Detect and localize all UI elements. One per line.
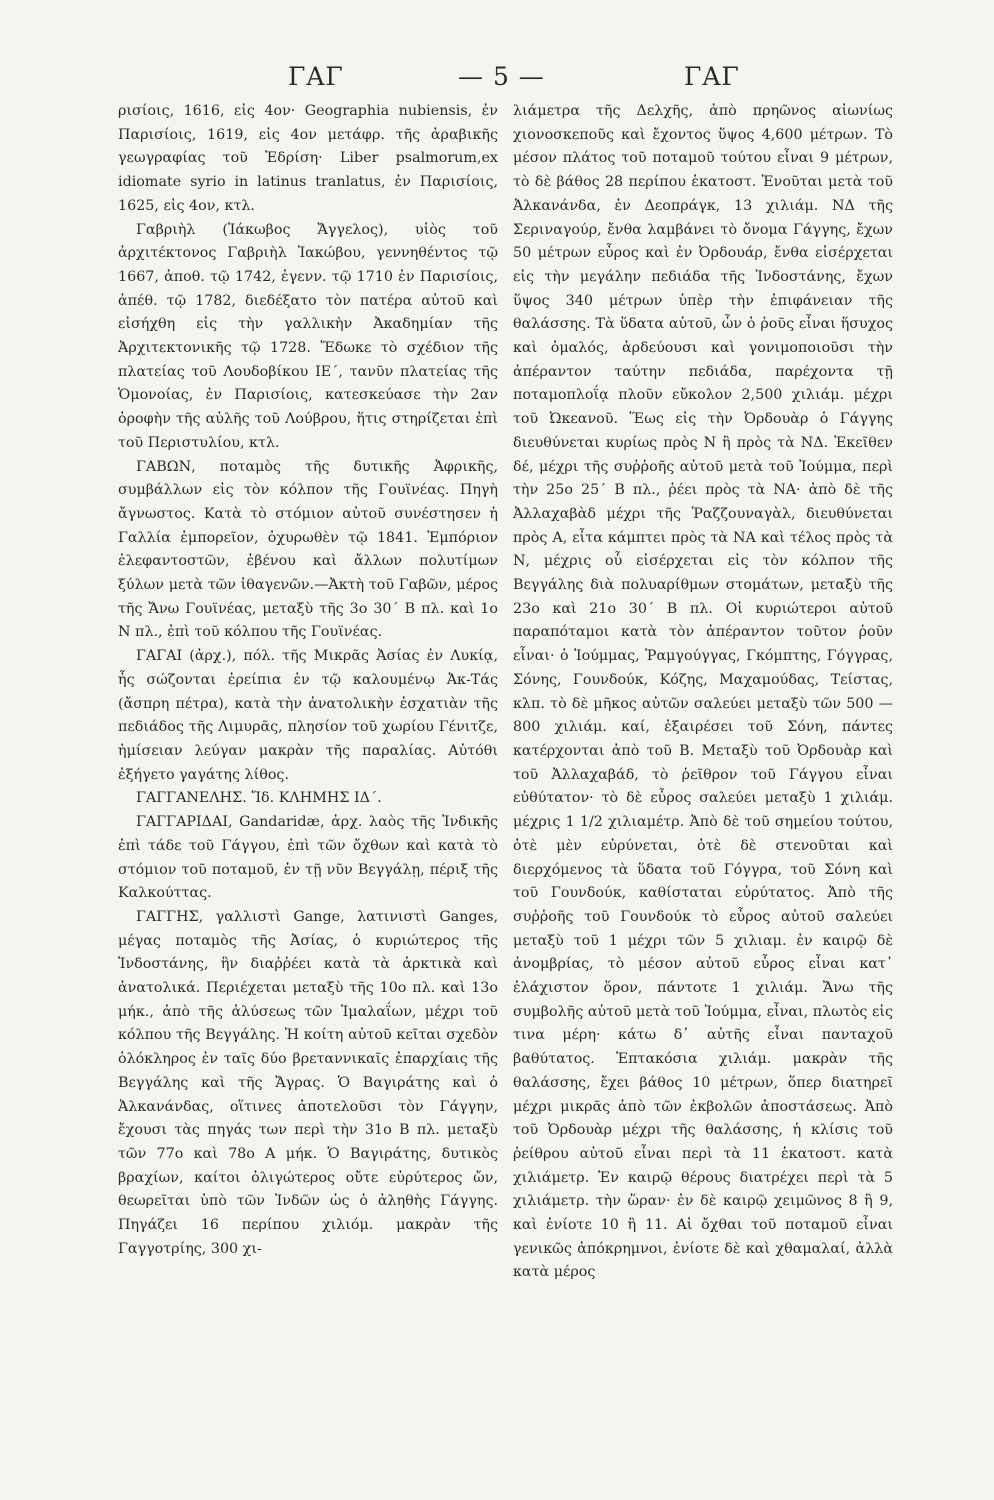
entry-gagai: ΓΑΓΑΙ (ἀρχ.), πόλ. τῆς Μικρᾶς Ἀσίας ἐν Λυκίᾳ, ἧς σώζονται ἐρείπια ἐν τῷ καλουμένῳ Ἀκ-Τάς (ἄσπρη πέτρα), κατὰ τὴν ἀνατολικὴν ἐσχατιὰν τῆς πεδιάδος τῆς Λιμυρᾶς, πλησίον τοῦ χωρίου Γένιτζε, ἡμίσειαν λεύγαν μακρὰν τῆς παραλίας. Αὐτόθι ἐξήγετο γαγάτης λίθος. (118, 648, 498, 783)
right-column (513, 100, 893, 1480)
entry-gaggis: ΓΑΓΓΗΣ, γαλλιστὶ Gange, λατινιστὶ Ganges, μέγας ποταμὸς τῆς Ἀσίας, ὁ κυριώτερος τῆς Ἰνδοστάνης, ἣν διαῤῥέει κατὰ τὰ ἀρκτικὰ καὶ ἀνατολικά. Περιέχεται μεταξὺ τῆς 10ο πλ. καὶ 13ο μήκ., ἀπὸ τῆς ἁλύσεως τῶν Ἱμαλαΐων, μέχρι τοῦ κόλπου τῆς Βεγγάλης. Ἡ κοίτη αὐτοῦ κεῖται σχεδὸν ὁλόκληρος ἐν ταῖς δύο βρεταννικαῖς ἐπαρχίαις τῆς Βεγγάλης καὶ τῆς Ἄγρας. Ὁ Βαγιράτης καὶ ὁ Ἀλκανάνδας, οἵτινες ἀποτελοῦσι τὸν Γάγγην, ἔχουσι τὰς πηγάς των περὶ τὴν 31ο Β πλ. μεταξὺ τῶν 77ο καὶ 78ο Α μήκ. Ὁ Βαγιράτης, δυτικὸς βραχίων, καίτοι ὀλιγώτερος οὔτε εὐρύτερος ὤν, θεωρεῖται ὑπὸ τῶν Ἰνδῶν ὡς ὁ ἀληθὴς Γάγγης. Πηγάζει 16 περίπου χιλιόμ. μακρὰν τῆς Γαγγοτρίης, 300 χι- (118, 908, 498, 1257)
entry-gabon: ΓΑΒΩΝ, ποταμὸς τῆς δυτικῆς Ἀφρικῆς, συμβάλλων εἰς τὸν κόλπον τῆς Γουϊνέας. Πηγὴ ἄγνωστος. Κατὰ τὸ στόμιον αὐτοῦ συνέστησεν ἡ Γαλλία ἐμπορεῖον, ὀχυρωθὲν τῷ 1841. Ἐμπόριον ἐλεφαντοστῶν, ἐβένου καὶ ἄλλων πολυτίμων ξύλων μετὰ τῶν ἰθαγενῶν.—Ἀκτὴ τοῦ Γαβῶν, μέρος τῆς Ἄνω Γουϊνέας, μεταξὺ τῆς 3ο 30΄ Β πλ. καὶ 1ο Ν πλ., ἐπὶ τοῦ κόλπου τῆς Γουϊνέας. (118, 458, 498, 641)
entry-gaggaridai: ΓΑΓΓΑΡΙΔΑΙ, Gandaridæ, ἀρχ. λαὸς τῆς Ἰνδικῆς ἐπὶ τάδε τοῦ Γάγγου, ἐπὶ τῶν ὄχθων καὶ κατὰ τὸ στόμιον τοῦ ποταμοῦ, ἐν τῇ νῦν Βεγγάλῃ, πέριξ τῆς Καλκούττας. (118, 814, 498, 902)
running-header (118, 62, 918, 98)
entry-gaggis-continued: λιάμετρα τῆς Δελχῆς, ἀπὸ πρηῶνος αἰωνίως χιονοσκεποῦς καὶ ἔχοντος ὕψος 4,600 μέτρων. Τὸ μέσον πλάτος τοῦ ποταμοῦ τούτου εἶναι 9 μέτρων, τὸ δὲ βάθος 28 περίπου ἑκατοστ. Ἑνοῦται μετὰ τοῦ Ἀλκανάνδα, ἐν Δεοπράγκ, 13 χιλιάμ. ΝΔ τῆς Σεριναγούρ, ἔνθα λαμβάνει τὸ ὄνομα Γάγγης, ἔχων 50 μέτρων εὖρος καὶ ἐν Ὀρδουάρ, ἔνθα εἰσέρχεται εἰς τὴν μεγάλην πεδιάδα τῆς Ἰνδοστάνης, ἔχων ὕψος 340 μέτρων ὑπὲρ τὴν ἐπιφάνειαν τῆς θαλάσσης. Τὰ ὕδατα αὐτοῦ, ὧν ὁ ῥοῦς εἶναι ἥσυχος καὶ ὁμαλός, ἀρδεύουσι καὶ γονιμοποιοῦσι τὴν ἀπέραντον ταύτην πεδιάδα, παρέχοντα τῇ ποταμοπλοΐᾳ πλοῦν εὔκολον 2,500 χιλιάμ. μέχρι τοῦ Ὠκεανοῦ. Ἕως εἰς τὴν Ὀρδουὰρ ὁ Γάγγης διευθύνεται κυρίως πρὸς Ν ἢ πρὸς τὰ ΝΔ. Ἐκεῖθεν δέ, μέχρι τῆς συῤῥοῆς αὐτοῦ μετὰ τοῦ Ἰούμμα, περὶ τὴν 25ο 25΄ Β πλ., ῥέει πρὸς τὰ ΝΑ· ἀπὸ δὲ τῆς Ἀλλαχαβὰδ μέχρι τῆς Ῥαζζουναγὰλ, διευθύνεται πρὸς Α, εἶτα κάμπτει πρὸς τὰ ΝΑ καὶ τέλος πρὸς τὰ Ν, μέχρις οὗ εἰσέρχεται εἰς τὸν κόλπον τῆς Βεγγάλης διὰ πολυαρίθμων στομάτων, μεταξὺ τῆς 23ο καὶ 21ο 30΄ Β πλ. Οἱ κυριώτεροι αὐτοῦ παραπόταμοι κατὰ τὸν ἀπέραντον τοῦτον ῥοῦν εἶναι· ὁ Ἰούμμας, Ῥαμγούγγας, Γκόμπτης, Γόγγρας, Σόνης, Γουνδούκ, Κόζης, Μαχαμούδας, Τείστας, κλπ. τὸ δὲ μῆκος αὐτῶν σαλεύει μεταξὺ τῶν 500 — 800 χιλιάμ. καί, ἐξαιρέσει τοῦ Σόνη, πάντες κατέρχονται ἀπὸ τοῦ Β. Μεταξὺ τοῦ Ὀρδουὰρ καὶ τοῦ Ἀλλαχαβάδ, τὸ ῥεῖθρον τοῦ Γάγγου εἶναι εὐθύτατον· τὸ δὲ εὖρος σαλεύει μεταξὺ 1 χιλιάμ. μέχρις 1 1/2 χιλιαμέτρ. Ἀπὸ δὲ τοῦ σημείου τούτου, ὁτὲ μὲν εὐρύνεται, ὁτὲ δὲ στενοῦται καὶ διερχόμενος τὰ ὕδατα τοῦ Γόγγρα, τοῦ Σόνη καὶ τοῦ Γουνδούκ, καθίσταται εὐρύτατος. Ἀπὸ τῆς συῤῥοῆς τοῦ Γουνδούκ τὸ εὖρος αὐτοῦ σαλεύει μεταξὺ τοῦ 1 μέχρι τῶν 5 χιλιαμ. ἐν καιρῷ δὲ ἀνομβρίας, τὸ μέσον αὐτοῦ εὖρος εἶναι κατ᾽ ἐλάχιστον ὅρον, πάντοτε 1 χιλιάμ. Ἄνω τῆς συμβολῆς αὐτοῦ μετὰ τοῦ Ἰούμμα, εἶναι, πλωτὸς εἰς τινα μέρη· κάτω δ᾽ αὐτῆς εἶναι πανταχοῦ βαθύτατος. Ἑπτακόσια χιλιάμ. μακρὰν τῆς θαλάσσης, ἔχει βάθος 10 μέτρων, ὅπερ διατηρεῖ μέχρι μικρᾶς ἀπὸ τῶν ἐκβολῶν ἀποστάσεως. Ἀπὸ τοῦ Ὀρδουὰρ μέχρι τῆς θαλάσσης, ἡ κλίσις τοῦ ῥείθρου αὐτοῦ εἶναι περὶ τὰ 11 ἑκατοστ. κατὰ χιλιάμετρ. Ἐν καιρῷ θέρους διατρέχει περὶ τὰ 5 χιλιάμετρ. τὴν ὥραν· ἐν δὲ καιρῷ χειμῶνος 8 ἢ 9, καὶ ἐνίοτε 10 ἢ 11. Αἱ ὄχθαι τοῦ ποταμοῦ εἶναι γενικῶς ἀπόκρημνοι, ἐνίοτε δὲ καὶ χθαμαλαί, ἀλλὰ κατὰ μέρος (513, 103, 893, 1281)
left-column (118, 100, 498, 1480)
entry-gagganelis: ΓΑΓΓΑΝΕΛΗΣ. Ἴδ. ΚΛΗΜΗΣ ΙΔ΄. (136, 790, 382, 807)
header-right-guideword: ΓΑΓ (684, 62, 740, 91)
entry-continuation: ρισίοις, 1616, εἰς 4ον· Geographia nubiensis, ἐν Παρισίοις, 1619, εἰς 4ον μετάφρ. τῆς ἀραβικῆς γεωγραφίας τοῦ Ἐδρίση· Liber psalmorum,ex idiomate syrio in latinus tranlatus, ἐν Παρισίοις, 1625, εἰς 4ον, κτλ. (118, 103, 498, 214)
header-left-guideword: ΓΑΓ (288, 62, 344, 91)
page-number: — 5 — (458, 62, 545, 91)
entry-gabriel: Γαβριὴλ (Ἰάκωβος Ἄγγελος), υἱὸς τοῦ ἀρχιτέκτονος Γαβριὴλ Ἰακώβου, γεννηθέντος τῷ 1667, ἀποθ. τῷ 1742, ἐγενν. τῷ 1710 ἐν Παρισίοις, ἀπέθ. τῷ 1782, διεδέξατο τὸν πατέρα αὐτοῦ καὶ εἰσήχθη εἰς τὴν γαλλικὴν Ἀκαδημίαν τῆς Ἀρχιτεκτονικῆς τῷ 1728. Ἔδωκε τὸ σχέδιον τῆς πλατείας τοῦ Λουδοβίκου ΙΕ΄, τανῦν πλατείας τῆς Ὁμονοίας, ἐν Παρισίοις, κατεσκεύασε τὴν 2αν ὀροφὴν τῆς αὐλῆς τοῦ Λούβρου, ἥτις στηρίζεται ἐπὶ τοῦ Περιστυλίου, κτλ. (118, 221, 498, 451)
